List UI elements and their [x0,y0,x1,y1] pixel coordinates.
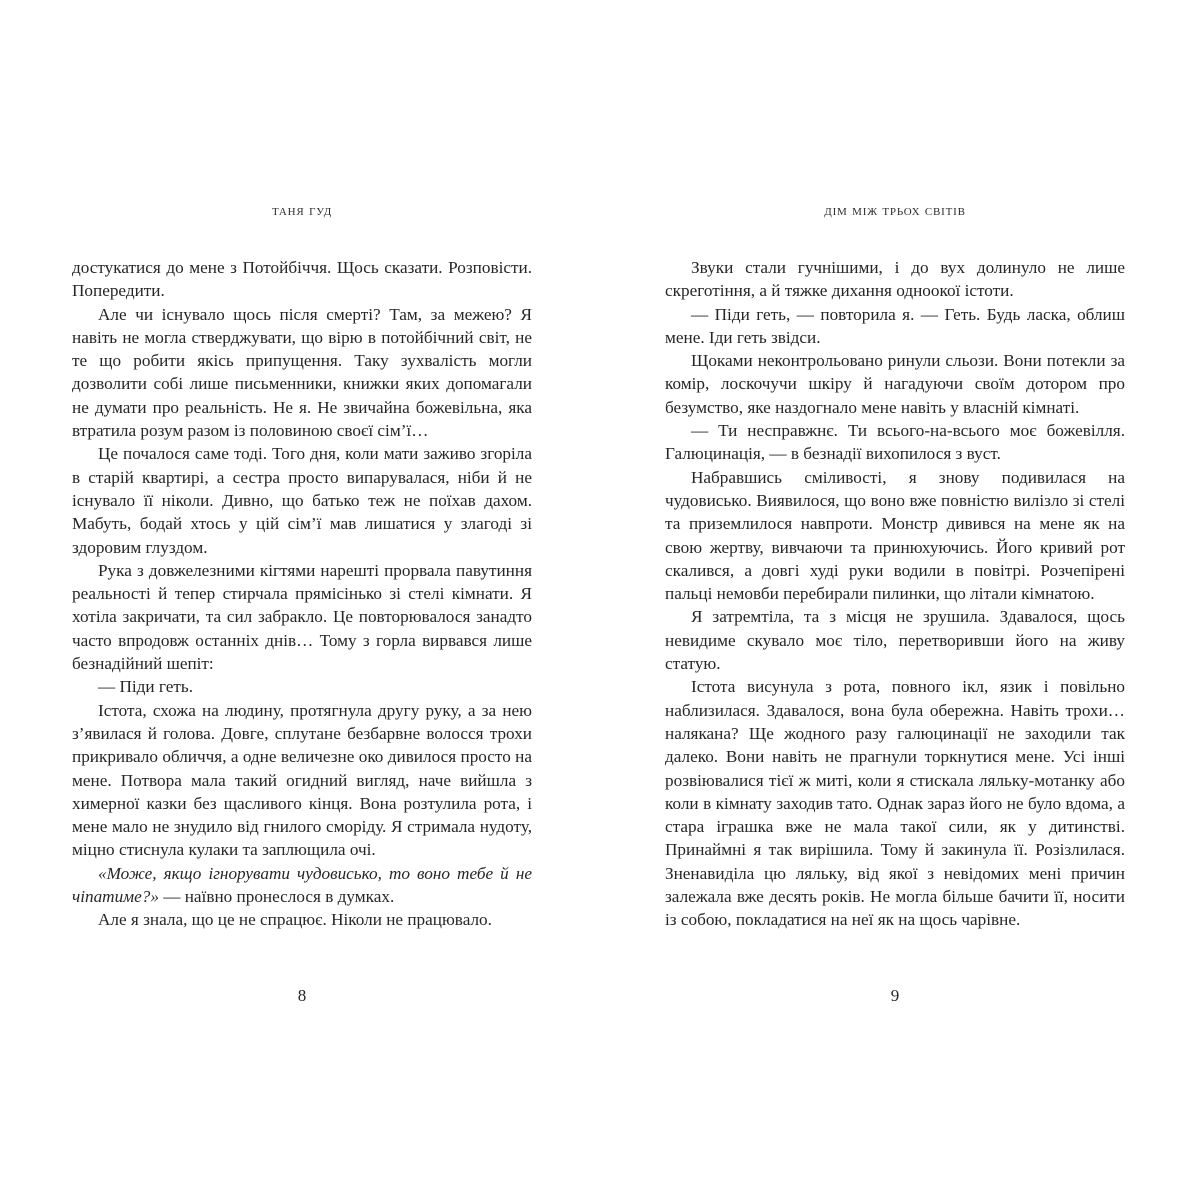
running-head-author: таня гуд [271,203,333,219]
paragraph-dialogue: — Піди геть, — повторила я. — Геть. Будь ласка, облиш мене. Іди геть звідси. [665,304,1125,347]
paragraph: Але чи існувало щось після смерті? Там, за межею? Я навіть не могла стверджувати, що вірю в потойбічний світ, не те що робити якісь припущення. Таку зухвалість могли дозволити собі лише письменники, книжки яких допомагали не думати про реальність. Не я. Не звичайна божевільна, яка втратила розум разом із половиною своєї сім’ї… [72,304,532,441]
italic-thought: «Може, якщо ігнорувати чудовисько, то воно тебе й не чіпатиме?» [72,863,532,907]
paragraph: Набравшись сміливості, я знову подивилася на чудовисько. Виявилося, що воно вже повністю вилізло зі стелі та приземлилося навпроти. Монстр дивився на мене як на свою жертву, вивчаючи та принюхуючись. Його кривий рот скалився, а довгі худі руки водили в повітрі. Розчепірені пальці немовби перебирали пилинки, що літали кімнатою. [665,467,1125,604]
paragraph: Щоками неконтрольовано ринули сльози. Вони потекли за комір, лоскочучи шкіру й нагадуючи своїм дотором про безумство, яке наздогнало мене навіть у власній кімнаті. [665,351,1125,417]
paragraph-dialogue: — Ти несправжнє. Ти всього-на-всього моє божевілля. Галюцинація, — в безнадії вихопилося з вуст. [665,421,1125,464]
paragraph-dialogue: — Піди геть. [98,677,194,697]
paragraph-thought [72,862,532,909]
left-page [72,0,532,1200]
paragraph: Істота висунула з рота, повного ікл, язик і повільно наблизилася. Здавалося, вона була обережна. Навіть трохи… налякана? Ще жодного разу галюцинації не заходили так далеко. Вони навіть не прагнули торкнутися мене. Усі інші розвіювалися тієї ж миті, коли я стискала ляльку-мотанку або коли в кімнату заходив тато. Однак зараз його не було вдома, а стара іграшка вже не мала такої сили, як у дитинстві. Принаймні я так вирішила. Тому й закинула її. Розізлилася. Зненавиділа цю ляльку, від якої з невідомих мені причин залежала вже десять років. Не могла більше бачити її, носити із собою, покладатися на неї як на щось чарівне. [665,677,1125,930]
running-head-title: дім між трьох світів [824,203,966,219]
paragraph: Звуки стали гучнішими, і до вух долинуло не лише скреготіння, а й тяжке дихання одноокої істоти. [665,258,1125,301]
right-page-body [665,256,1125,932]
paragraph: Рука з довжелезними кігтями нарешті прорвала павутиння реальності й тепер стирчала прямісінько зі стелі кімнати. Я хотіла закричати, та сил забракло. Це повторювалося занадто часто впродовж останніх днів… Тому з горла вирвався лише безнадійний шепіт: [72,560,532,674]
paragraph: достукатися до мене з Потойбіччя. Щось сказати. Розповісти. Попередити. [72,258,532,301]
thought-tail: — наївно пронеслося в думках. [158,887,395,907]
page-number-left: 8 [297,986,307,1005]
left-page-body [72,256,532,932]
paragraph: Це почалося саме тоді. Того дня, коли мати заживо згоріла в старій квартирі, а сестра просто випарувалася, ніби й не існувало її ніколи. Дивно, що батько теж не поїхав дахом. Мабуть, бодай хтось у цій сім’ї мав лишатися у злагоді зі здоровим глуздом. [72,444,532,557]
right-page [665,0,1125,1200]
paragraph: Істота, схожа на людину, протягнула другу руку, а за нею з’явилася й голова. Довге, сплутане безбарвне волосся трохи прикривало обличчя, а одне величезне око дивилося просто на мене. Потвора мала такий огидний вигляд, наче вийшла з химерної казки без щасливого кінця. Вона розтулила рота, і мене мало не знудило від гнилого сморіду. Я стримала нудоту, міцно стиснула кулаки та заплющила очі. [72,700,532,860]
paragraph: Я затремтіла, та з місця не зрушила. Здавалося, щось невидиме скувало моє тіло, перетворивши його на живу статую. [665,607,1125,674]
page-number-right: 9 [890,986,900,1005]
paragraph: Але я знала, що це не спрацює. Ніколи не працювало. [98,910,492,930]
